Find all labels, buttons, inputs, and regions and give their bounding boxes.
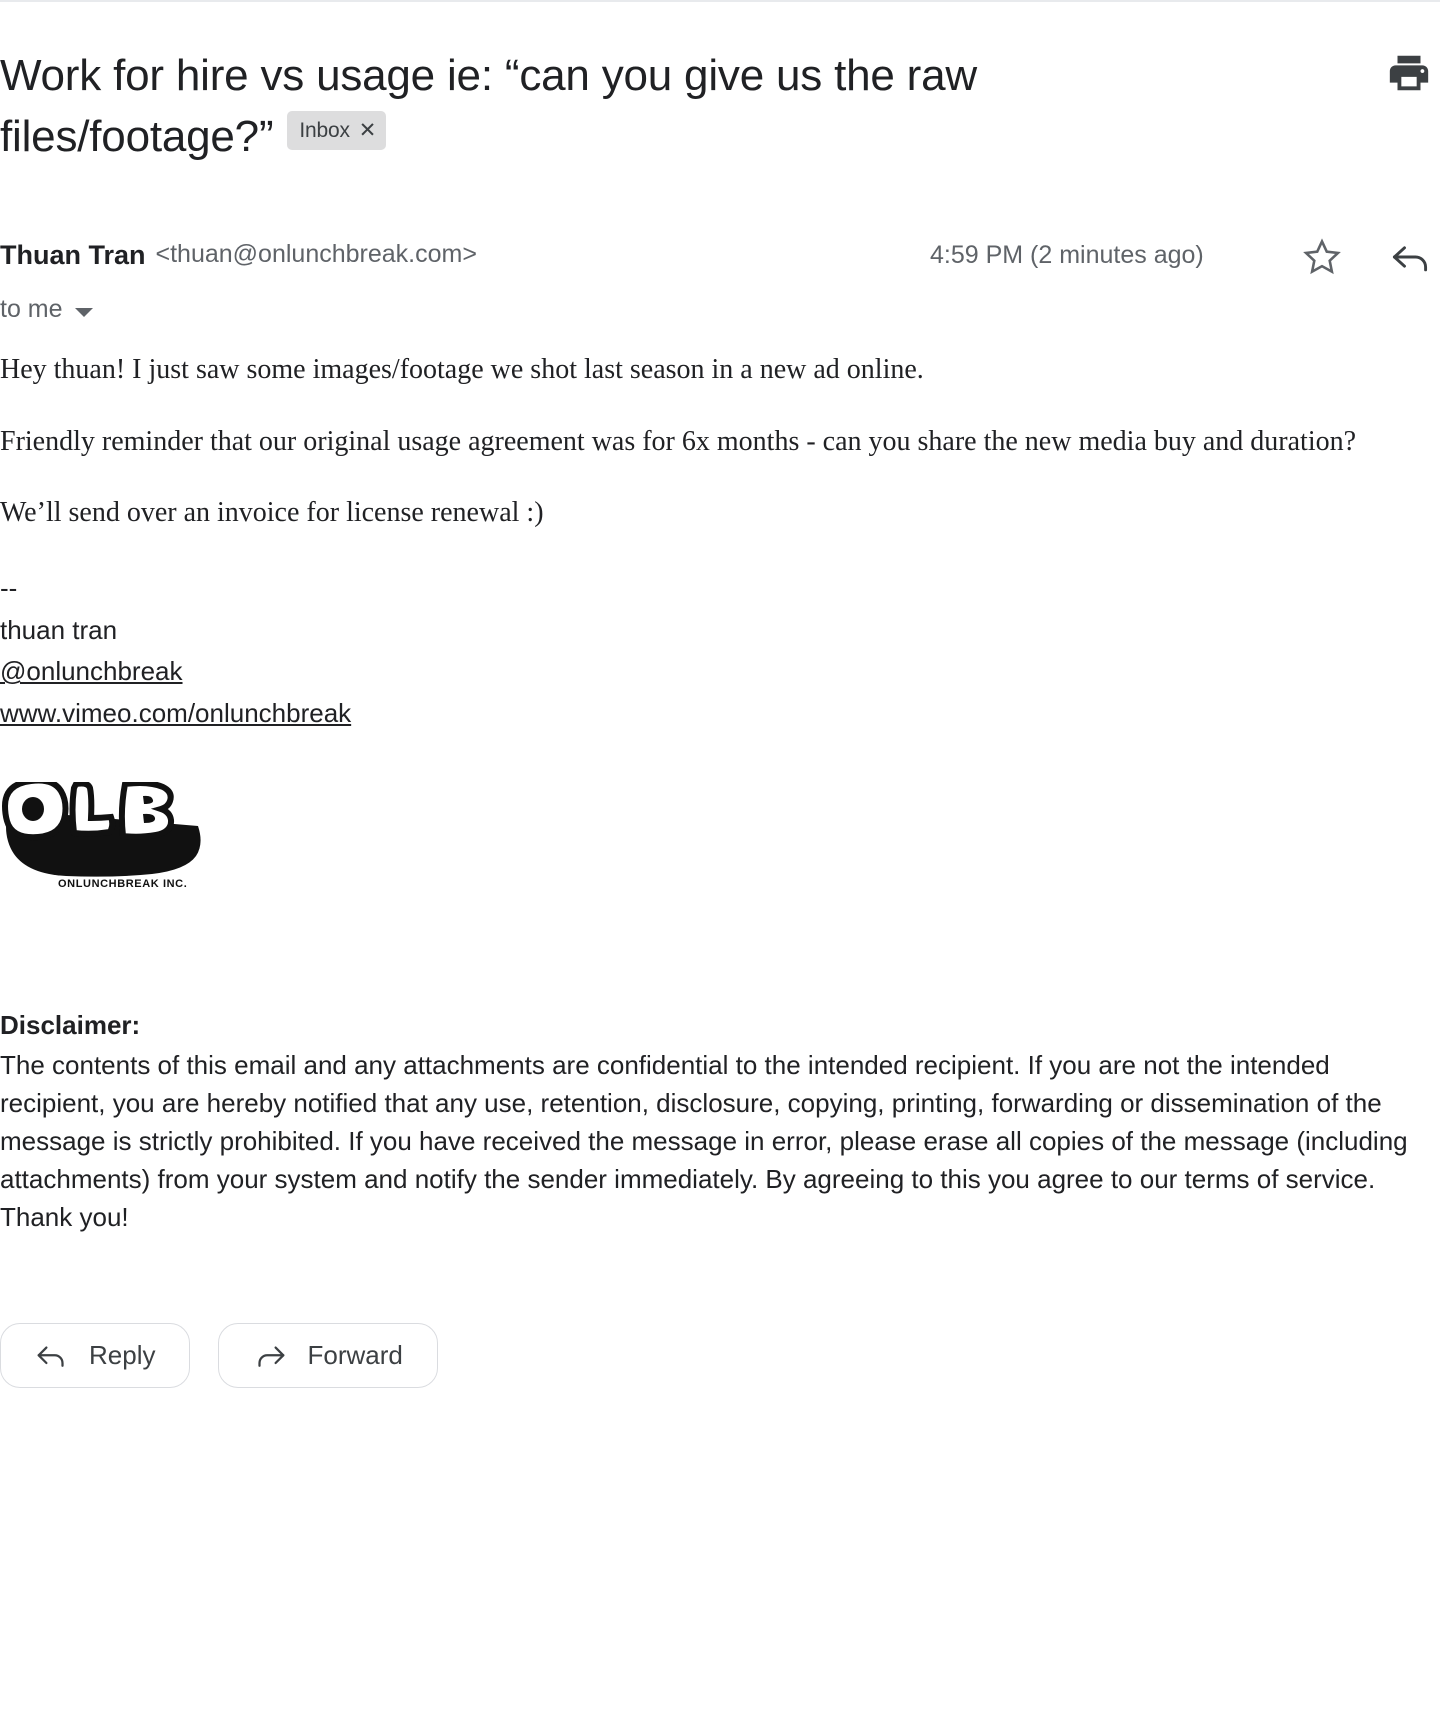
forward-button-label: Forward xyxy=(307,1340,403,1371)
forward-button[interactable] xyxy=(218,1323,437,1388)
chevron-down-icon[interactable] xyxy=(75,308,93,317)
header-actions xyxy=(1300,235,1434,284)
body-paragraph: Friendly reminder that our original usage agreement was for 6x months - can you share the new media buy and duration? xyxy=(0,425,1357,457)
company-logo xyxy=(0,782,210,902)
label-chip-inbox[interactable] xyxy=(287,111,386,150)
recipient-label: to me xyxy=(0,295,63,324)
signature-dashes: -- xyxy=(0,573,18,603)
email-signature xyxy=(0,568,1440,734)
disclaimer-title: Disclaimer: xyxy=(0,1010,141,1041)
disclaimer-text: The contents of this email and any attachments are confidential to the intended recipient. If you are not the intended recipient, you are hereby notified that any use, retention, disclosure, copying, printing, forwarding or dissemination of the message is strictly prohibited. If you have received the message in error, please erase all copies of the message (including attachments) from your system and notify the sender immediately. By agreeing to this you agree to our terms of service. Thank you! xyxy=(0,1050,1415,1233)
sender-row xyxy=(0,239,1440,285)
subject-row xyxy=(0,2,1440,167)
page-title xyxy=(0,46,1180,167)
sender-email: <thuan@onlunchbreak.com> xyxy=(155,240,477,269)
reply-arrow-icon[interactable] xyxy=(1386,235,1434,284)
reply-icon xyxy=(35,1342,69,1370)
disclaimer-block xyxy=(0,1007,1440,1237)
signature-website-link[interactable]: www.vimeo.com/onlunchbreak xyxy=(0,697,352,728)
reply-button[interactable] xyxy=(0,1323,190,1388)
olb-logo-icon xyxy=(0,782,210,887)
email-message xyxy=(0,2,1440,1388)
subject-text: Work for hire vs usage ie: “can you give us the raw files/footage?” xyxy=(0,51,977,161)
reply-button-label: Reply xyxy=(89,1340,156,1371)
label-chip-text: Inbox xyxy=(299,118,350,142)
message-actions xyxy=(0,1323,1440,1388)
recipient-row[interactable] xyxy=(0,295,1440,324)
forward-icon xyxy=(253,1342,287,1370)
logo-caption: ONLUNCHBREAK INC. xyxy=(58,878,188,891)
star-icon[interactable] xyxy=(1300,235,1344,284)
sender-name[interactable]: Thuan Tran xyxy=(0,240,146,271)
print-icon[interactable] xyxy=(1386,50,1432,101)
email-timestamp: 4:59 PM (2 minutes ago) xyxy=(930,241,1204,270)
email-body xyxy=(0,354,1440,529)
signature-name: thuan tran xyxy=(0,614,118,645)
signature-handle-link[interactable]: @onlunchbreak xyxy=(0,656,183,687)
close-icon[interactable]: ✕ xyxy=(358,118,377,142)
body-paragraph: Hey thuan! I just saw some images/footage we shot last season in a new ad online. xyxy=(0,354,924,386)
body-paragraph: We’ll send over an invoice for license renewal :) xyxy=(0,496,544,528)
